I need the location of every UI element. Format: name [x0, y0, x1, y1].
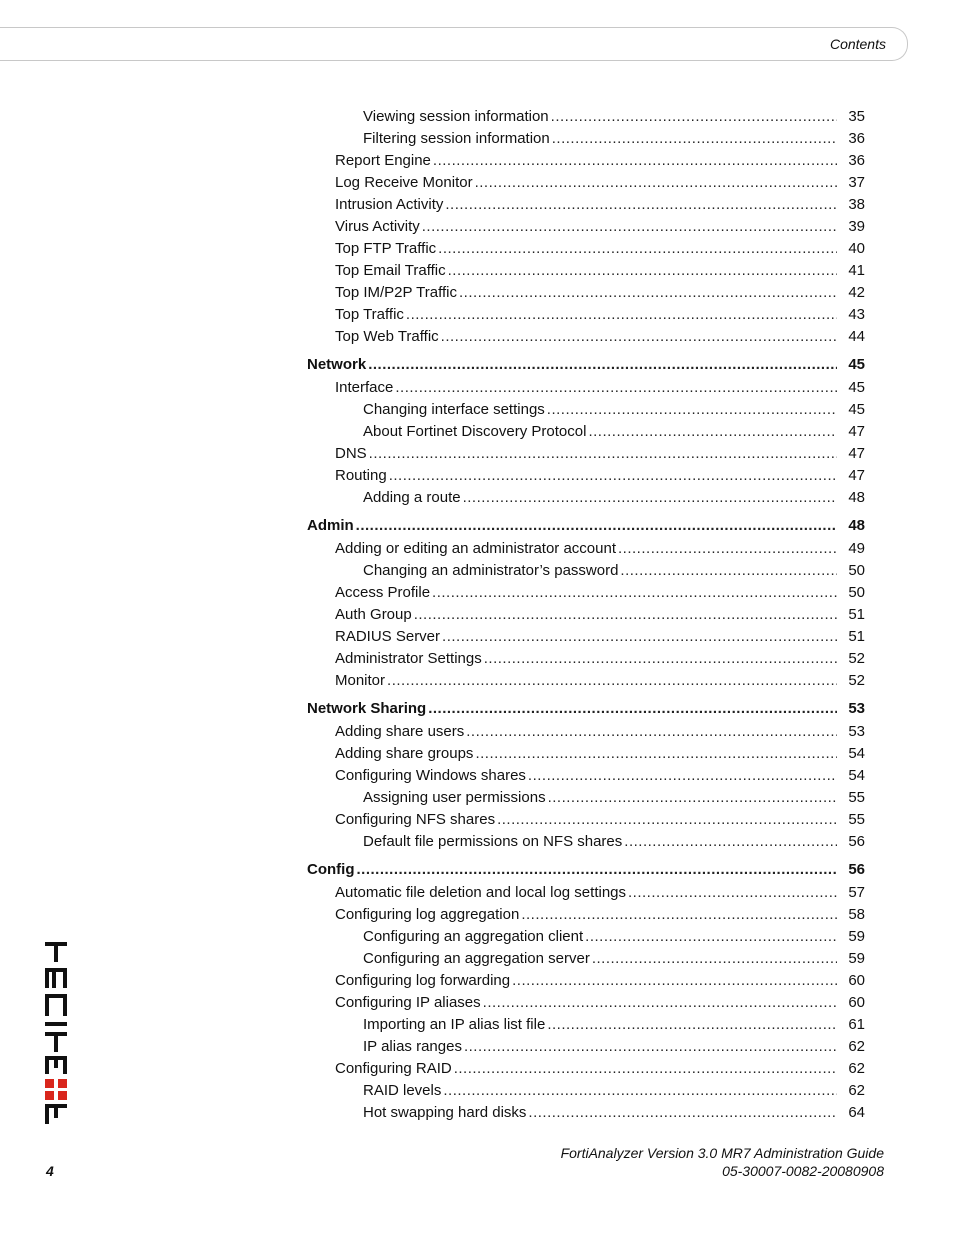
toc-leader-dots: [369, 443, 837, 465]
toc-entry-title: Changing an administrator’s password: [363, 562, 619, 579]
toc-entry-page: 57: [848, 884, 865, 901]
toc-entry-title: Adding share users: [335, 723, 465, 740]
toc-entry-title: Importing an IP alias list file: [363, 1016, 546, 1033]
toc-entry-title: RAID levels: [363, 1082, 442, 1099]
toc-entry[interactable]: [307, 670, 865, 692]
toc-leader-dots: [406, 304, 837, 326]
toc-entry-page: 62: [848, 1038, 865, 1055]
footer-doc-number: 05-30007-0082-20080908: [722, 1163, 884, 1179]
toc-entry-title: Top Traffic: [335, 306, 404, 323]
toc-leader-dots: [442, 626, 837, 648]
toc-leader-dots: [620, 560, 837, 582]
toc-entry-page: 59: [848, 928, 865, 945]
toc-entry-title: Network: [307, 356, 367, 373]
toc-entry-page: 41: [848, 262, 865, 279]
toc-chapter-entry[interactable]: [307, 859, 865, 881]
toc-leader-dots: [552, 128, 837, 150]
toc-entry-page: 38: [848, 196, 865, 213]
toc-entry-page: 59: [848, 950, 865, 967]
toc-entry-title: Access Profile: [335, 584, 431, 601]
toc-entry-title: Monitor: [335, 672, 386, 689]
toc-entry[interactable]: [307, 926, 865, 948]
toc-leader-dots: [463, 487, 837, 509]
toc-entry[interactable]: [307, 1080, 865, 1102]
toc-leader-dots: [592, 948, 837, 970]
toc-entry-title: Report Engine: [335, 152, 431, 169]
toc-entry-title: Configuring NFS shares: [335, 811, 496, 828]
toc-entry-title: Viewing session information: [363, 108, 549, 125]
toc-entry-page: 47: [848, 423, 865, 440]
toc-entry[interactable]: [307, 1014, 865, 1036]
toc-entry[interactable]: [307, 172, 865, 194]
toc-entry-title: Filtering session information: [363, 130, 550, 147]
toc-entry-title: Auth Group: [335, 606, 412, 623]
toc-entry-page: 62: [848, 1060, 865, 1077]
toc-entry[interactable]: [307, 604, 865, 626]
running-header-title: Contents: [829, 36, 886, 52]
toc-entry[interactable]: [307, 904, 865, 926]
toc-leader-dots: [389, 465, 837, 487]
toc-leader-dots: [464, 1036, 837, 1058]
toc-leader-dots: [588, 421, 837, 443]
toc-entry-title: Changing interface settings: [363, 401, 545, 418]
toc-entry-title: Configuring RAID: [335, 1060, 452, 1077]
toc-entry[interactable]: [307, 260, 865, 282]
toc-entry-page: 56: [848, 833, 865, 850]
toc-entry[interactable]: [307, 128, 865, 150]
toc-entry-title: Network Sharing: [307, 700, 427, 717]
toc-entry[interactable]: [307, 1036, 865, 1058]
toc-entry-page: 60: [848, 972, 865, 989]
toc-entry-page: 48: [848, 489, 865, 506]
toc-leader-dots: [459, 282, 837, 304]
toc-entry-page: 56: [848, 861, 865, 878]
toc-entry-page: 60: [848, 994, 865, 1011]
toc-entry-title: Adding a route: [363, 489, 461, 506]
toc-entry[interactable]: [307, 421, 865, 443]
toc-entry-title: Top IM/P2P Traffic: [335, 284, 457, 301]
toc-entry[interactable]: [307, 326, 865, 348]
toc-entry[interactable]: [307, 150, 865, 172]
toc-entry-title: About Fortinet Discovery Protocol: [363, 423, 587, 440]
toc-leader-dots: [585, 926, 837, 948]
toc-entry[interactable]: [307, 970, 865, 992]
toc-leader-dots: [433, 150, 837, 172]
toc-entry-page: 44: [848, 328, 865, 345]
toc-entry-title: IP alias ranges: [363, 1038, 462, 1055]
toc-entry-page: 49: [848, 540, 865, 557]
toc-entry[interactable]: [307, 194, 865, 216]
footer-guide-title: FortiAnalyzer Version 3.0 MR7 Administration Guide: [560, 1145, 884, 1161]
toc-leader-dots: [466, 721, 837, 743]
toc-entry-title: Config: [307, 861, 355, 878]
toc-leader-dots: [443, 1080, 837, 1102]
toc-entry-page: 50: [848, 562, 865, 579]
toc-leader-dots: [547, 1014, 837, 1036]
toc-entry-page: 45: [848, 401, 865, 418]
toc-entry-page: 42: [848, 284, 865, 301]
toc-entry-page: 62: [848, 1082, 865, 1099]
toc-entry[interactable]: [307, 1102, 865, 1124]
toc-leader-dots: [441, 326, 837, 348]
toc-entry-title: Log Receive Monitor: [335, 174, 473, 191]
toc-entry[interactable]: [307, 809, 865, 831]
toc-leader-dots: [475, 743, 837, 765]
toc-entry-title: Configuring log aggregation: [335, 906, 520, 923]
toc-entry[interactable]: [307, 106, 865, 128]
toc-entry-title: Automatic file deletion and local log settings: [335, 884, 627, 901]
toc-leader-dots: [484, 648, 837, 670]
toc-entry[interactable]: [307, 648, 865, 670]
toc-chapter-entry[interactable]: [307, 515, 865, 537]
toc-leader-dots: [356, 515, 837, 537]
toc-leader-dots: [475, 172, 837, 194]
toc-entry-title: Interface: [335, 379, 394, 396]
toc-entry-page: 52: [848, 650, 865, 667]
toc-entry-page: 51: [848, 606, 865, 623]
toc-entry-page: 48: [848, 517, 865, 534]
toc-entry-title: Hot swapping hard disks: [363, 1104, 527, 1121]
toc-leader-dots: [548, 787, 837, 809]
toc-leader-dots: [512, 970, 837, 992]
toc-entry[interactable]: [307, 626, 865, 648]
toc-entry-title: Administrator Settings: [335, 650, 482, 667]
toc-entry-title: Top Email Traffic: [335, 262, 446, 279]
toc-entry[interactable]: [307, 538, 865, 560]
toc-entry[interactable]: [307, 443, 865, 465]
toc-entry-page: 51: [848, 628, 865, 645]
fortinet-logo: [42, 938, 70, 1128]
toc-leader-dots: [483, 992, 837, 1014]
toc-entry[interactable]: [307, 465, 865, 487]
toc-entry[interactable]: [307, 399, 865, 421]
toc-entry-page: 55: [848, 789, 865, 806]
toc-entry[interactable]: [307, 216, 865, 238]
toc-entry-page: 47: [848, 445, 865, 462]
toc-entry-page: 58: [848, 906, 865, 923]
toc-entry[interactable]: [307, 1058, 865, 1080]
toc-entry[interactable]: [307, 238, 865, 260]
toc-entry[interactable]: [307, 282, 865, 304]
toc-leader-dots: [551, 106, 837, 128]
toc-leader-dots: [428, 698, 837, 720]
toc-entry[interactable]: [307, 377, 865, 399]
toc-entry[interactable]: [307, 487, 865, 509]
toc-entry-page: 64: [848, 1104, 865, 1121]
toc-leader-dots: [387, 670, 837, 692]
toc-entry-title: Default file permissions on NFS shares: [363, 833, 623, 850]
toc-entry[interactable]: [307, 721, 865, 743]
toc-leader-dots: [414, 604, 837, 626]
toc-entry-title: Configuring log forwarding: [335, 972, 511, 989]
toc-entry-page: 55: [848, 811, 865, 828]
toc-entry[interactable]: [307, 560, 865, 582]
toc-entry[interactable]: [307, 787, 865, 809]
toc-leader-dots: [618, 538, 837, 560]
toc-entry[interactable]: [307, 948, 865, 970]
toc-chapter-entry[interactable]: [307, 698, 865, 720]
toc-leader-dots: [448, 260, 837, 282]
page-number: 4: [46, 1163, 54, 1179]
toc-entry-page: 40: [848, 240, 865, 257]
toc-entry-page: 53: [848, 700, 865, 717]
toc-leader-dots: [547, 399, 837, 421]
toc-entry-page: 61: [848, 1016, 865, 1033]
header-bar: [0, 27, 908, 61]
toc-entry-title: Virus Activity: [335, 218, 420, 235]
toc-entry[interactable]: [307, 743, 865, 765]
toc-entry-page: 50: [848, 584, 865, 601]
toc-entry-page: 47: [848, 467, 865, 484]
toc-entry[interactable]: [307, 882, 865, 904]
toc-entry-page: 45: [848, 379, 865, 396]
toc-leader-dots: [497, 809, 837, 831]
toc-leader-dots: [445, 194, 837, 216]
toc-leader-dots: [624, 831, 837, 853]
toc-leader-dots: [454, 1058, 837, 1080]
toc-entry-page: 54: [848, 745, 865, 762]
toc-leader-dots: [432, 582, 837, 604]
toc-leader-dots: [628, 882, 837, 904]
toc-leader-dots: [395, 377, 837, 399]
toc-entry-title: DNS: [335, 445, 367, 462]
toc-entry[interactable]: [307, 765, 865, 787]
toc-entry-page: 35: [848, 108, 865, 125]
toc-entry-title: Configuring Windows shares: [335, 767, 526, 784]
toc-entry-page: 37: [848, 174, 865, 191]
toc-entry-title: Assigning user permissions: [363, 789, 546, 806]
toc-entry-page: 53: [848, 723, 865, 740]
toc-entry-title: Configuring an aggregation server: [363, 950, 590, 967]
toc-entry-page: 36: [848, 152, 865, 169]
toc-entry-page: 43: [848, 306, 865, 323]
toc-leader-dots: [528, 765, 837, 787]
toc-entry-page: 39: [848, 218, 865, 235]
toc-leader-dots: [368, 354, 837, 376]
toc-leader-dots: [422, 216, 837, 238]
toc-entry-title: RADIUS Server: [335, 628, 441, 645]
toc-leader-dots: [438, 238, 837, 260]
toc-leader-dots: [528, 1102, 837, 1124]
toc-leader-dots: [521, 904, 837, 926]
toc-entry[interactable]: [307, 992, 865, 1014]
toc-entry-page: 45: [848, 356, 865, 373]
toc-chapter-entry[interactable]: [307, 354, 865, 376]
toc-entry-title: Admin: [307, 517, 354, 534]
toc-leader-dots: [356, 859, 837, 881]
toc-entry-title: Adding or editing an administrator account: [335, 540, 617, 557]
toc-entry[interactable]: [307, 831, 865, 853]
toc-entry-title: Configuring an aggregation client: [363, 928, 584, 945]
toc-entry-page: 54: [848, 767, 865, 784]
toc-entry-title: Adding share groups: [335, 745, 474, 762]
toc-entry-title: Top Web Traffic: [335, 328, 439, 345]
toc-entry-title: Configuring IP aliases: [335, 994, 481, 1011]
toc-entry-title: Routing: [335, 467, 387, 484]
toc-entry-page: 36: [848, 130, 865, 147]
toc-entry[interactable]: [307, 304, 865, 326]
toc-entry[interactable]: [307, 582, 865, 604]
toc-entry-page: 52: [848, 672, 865, 689]
toc-entry-title: Top FTP Traffic: [335, 240, 437, 257]
toc-entry-title: Intrusion Activity: [335, 196, 444, 213]
